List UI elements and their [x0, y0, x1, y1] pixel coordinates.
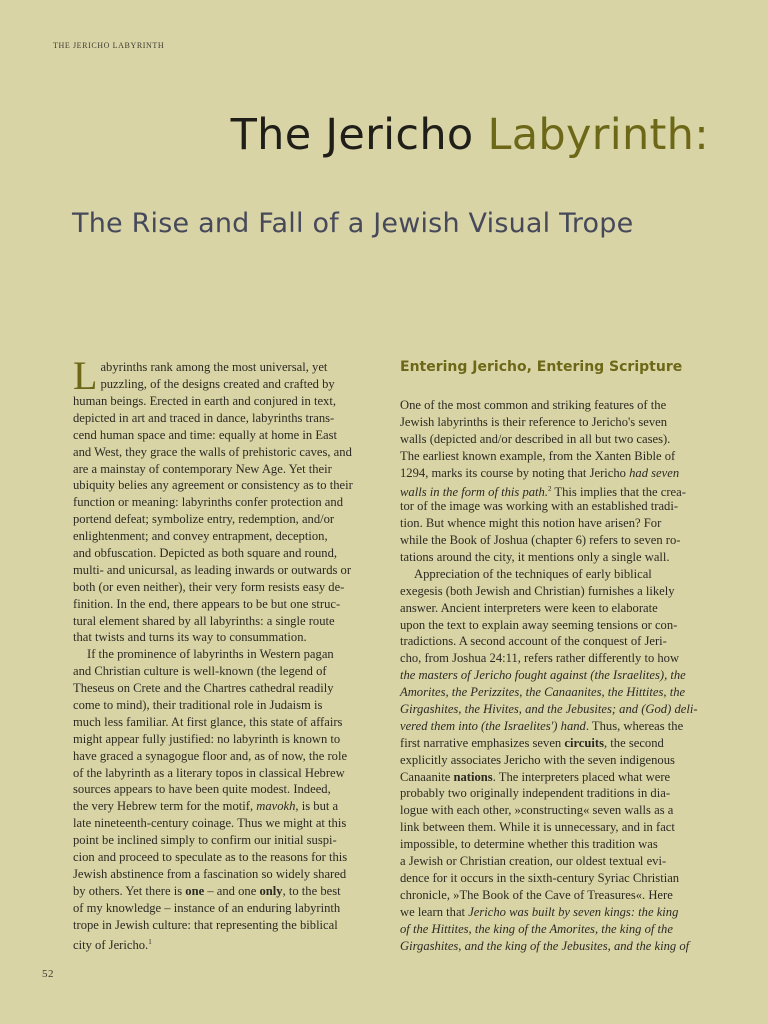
text-line: [400, 481, 706, 498]
text-line: [400, 921, 706, 938]
text-line: walls (depicted and/or described in all but two cases).: [400, 431, 671, 446]
text-line: [400, 718, 706, 735]
bold-term: one: [185, 883, 205, 898]
text-line: sources appears to have been quite modest. Indeed,: [73, 782, 331, 797]
text-line: and Christian culture is well-known (the legend of: [73, 664, 327, 679]
text-line: finition. In the end, there appears to be but one struc-: [73, 596, 341, 611]
bold-term: only: [259, 883, 283, 898]
text-run: , to the best: [282, 883, 341, 898]
text-line: and West, they grace the walls of prehistoric caves, and: [73, 444, 352, 459]
bold-term: nations: [453, 769, 493, 784]
text-line: upon the text to explain away seeming tensions or con-: [400, 617, 678, 632]
text-line: tor of the image was working with an established tradi-: [400, 499, 679, 514]
title-accent: Labyrinth:: [487, 110, 709, 160]
text-line: If the prominence of labyrinths in Western pagan: [87, 647, 334, 662]
footnote-ref[interactable]: 2: [548, 485, 552, 494]
text-line: exegesis (both Jewish and Christian) furnishes a likely: [400, 583, 675, 598]
text-run: , the second: [604, 735, 664, 750]
text-line: function or meaning: labyrinths confer protection and: [73, 495, 343, 510]
text-line: trope in Jewish culture: that representing the biblical: [73, 917, 338, 932]
text-line: impossible, to determine whether this tradition was: [400, 837, 658, 852]
section-heading: Entering Jericho, Entering Scripture: [400, 359, 683, 375]
text-line: late nineteenth-century coinage. Thus we might at this: [73, 816, 347, 831]
text-line: [400, 735, 706, 752]
text-line: answer. Ancient interpreters were keen to elaborate: [400, 600, 658, 615]
text-run: 1294, marks its course by noting that Jericho: [400, 465, 630, 480]
text-line: are a mainstay of contemporary New Age. Yet their: [73, 461, 332, 476]
footnote-ref[interactable]: 1: [148, 937, 152, 946]
text-line: have graced a synagogue floor and, as of now, the role: [73, 748, 348, 763]
text-run: the very Hebrew term for the motif,: [73, 799, 257, 814]
text-line: [400, 684, 706, 701]
text-run: by others. Yet there is: [73, 883, 186, 898]
article-subtitle: The Rise and Fall of a Jewish Visual Trope: [72, 208, 634, 239]
text-line: tural element shared by all labyrinths: a single route: [73, 613, 335, 628]
text-line: come to mind), their traditional role in Judaism is: [73, 698, 323, 713]
text-line: while the Book of Joshua (chapter 6) refers to seven ro-: [400, 533, 681, 548]
text-line: both (or even neither), their very form resists easy de-: [73, 579, 345, 594]
article-title: [0, 110, 768, 160]
text-run: we learn that: [400, 904, 469, 919]
text-line: multi- and unicursal, as leading inwards or outwards or: [73, 562, 352, 577]
text-line: The earliest known example, from the Xanten Bible of: [400, 448, 676, 463]
text-line: cho, from Joshua 24:11, refers rather differently to how: [400, 651, 680, 666]
text-line: abyrinths rank among the most universal, yet: [100, 360, 328, 374]
text-line: depicted in art and traced in dance, labyrinths trans-: [73, 410, 335, 425]
text-line: chronicle, »The Book of the Cave of Treasures«. Here: [400, 887, 673, 902]
text-line: point be inclined simply to confirm our initial suspi-: [73, 833, 337, 848]
text-run: Canaanite: [400, 769, 454, 784]
text-line: [73, 798, 379, 815]
text-line: human beings. Erected in earth and conjured in text,: [73, 394, 336, 408]
text-run: city of Jericho.: [73, 937, 149, 952]
text-line: [400, 667, 706, 684]
page-number: 52: [42, 968, 54, 980]
italic-quote: walls in the form of this path.: [400, 485, 548, 500]
text-line: Appreciation of the techniques of early biblical: [414, 566, 652, 581]
text-line: explicitly associates Jericho with the seven indigenous: [400, 752, 675, 767]
text-line: portend defeat; symbolize entry, redemption, and/or: [73, 512, 335, 527]
italic-quote: Jericho was built by seven kings: the king: [468, 904, 679, 919]
bold-term: circuits: [564, 735, 604, 750]
text-line: tion. But whence might this notion have arisen? For: [400, 516, 662, 531]
title-main: The Jericho: [230, 110, 488, 160]
text-line: Theseus on Crete and the Chartres cathedral readily: [73, 681, 334, 696]
text-line: [400, 769, 706, 786]
italic-quote: had seven: [629, 465, 680, 480]
italic-quote: Amorites, the Perizzites, the Canaanites, the Hittites, the: [400, 685, 686, 700]
running-head: THE JERICHO LABYRINTH: [53, 41, 165, 50]
text-line: puzzling, of the designs created and crafted by: [100, 376, 335, 391]
text-line: cend human space and time: equally at home in East: [73, 427, 338, 442]
text-line: that twists and turns its way to consummation.: [73, 630, 307, 645]
italic-term: mavokh: [256, 799, 296, 814]
text-line: [400, 465, 706, 482]
text-line: tradictions. A second account of the conquest of Jeri-: [400, 634, 667, 649]
text-run: – and one: [204, 883, 260, 898]
text-run: first narrative emphasizes seven: [400, 735, 565, 750]
text-line: enlightenment; and convey entrapment, deception,: [73, 529, 328, 544]
text-line: a Jewish or Christian creation, our oldest textual evi-: [400, 854, 667, 869]
text-run: . The interpreters placed what were: [492, 769, 671, 784]
italic-quote: of the Hittites, the king of the Amorites, the king of the: [400, 921, 673, 936]
italic-quote: vered them into (the Israelites') hand: [400, 718, 586, 733]
text-line: cion and proceed to speculate as to the reasons for this: [73, 850, 348, 865]
text-line: ubiquity belies any agreement or consistency as to their: [73, 478, 353, 493]
drop-cap: L: [73, 353, 98, 398]
text-line: tations around the city, it mentions only a single wall.: [400, 550, 670, 565]
text-line: [73, 883, 379, 900]
text-line: [73, 934, 379, 951]
left-column: [73, 353, 379, 952]
italic-quote: Girgashites, the Hivites, and the Jebusites; and (God) deli-: [400, 702, 698, 717]
text-line: of my knowledge – instance of an enduring labyrinth: [73, 900, 341, 915]
text-line: much less familiar. At first glance, this state of affairs: [73, 714, 343, 729]
text-line: Jewish abstinence from a fascination so widely shared: [73, 866, 347, 881]
text-line: of the labyrinth as a literary topos in classical Hebrew: [73, 765, 345, 780]
text-line: [400, 904, 706, 921]
text-line: logue with each other, »constructing« seven walls as a: [400, 803, 674, 818]
text-line: might appear fully justified: no labyrinth is known to: [73, 731, 341, 746]
italic-quote: Girgashites, and the king of the Jebusites, and the king of: [400, 938, 690, 953]
text-line: dence for it occurs in the sixth-century Syriac Christian: [400, 870, 680, 885]
italic-quote: the masters of Jericho fought against (the Israelites), the: [400, 668, 686, 683]
text-run: , is but a: [295, 799, 339, 814]
text-line: Jewish labyrinths is their reference to Jericho's seven: [400, 414, 668, 429]
text-line: One of the most common and striking features of the: [400, 398, 667, 412]
text-run: This implies that the crea-: [551, 485, 686, 500]
text-line: link between them. While it is unnecessary, and in fact: [400, 820, 675, 835]
text-run: . Thus, whereas the: [585, 718, 684, 733]
text-line: [400, 938, 706, 955]
text-line: [400, 701, 706, 718]
text-line: and obfuscation. Depicted as both square and round,: [73, 546, 338, 561]
text-line: probably two originally independent traditions in dia-: [400, 786, 671, 801]
right-column: [400, 359, 706, 954]
